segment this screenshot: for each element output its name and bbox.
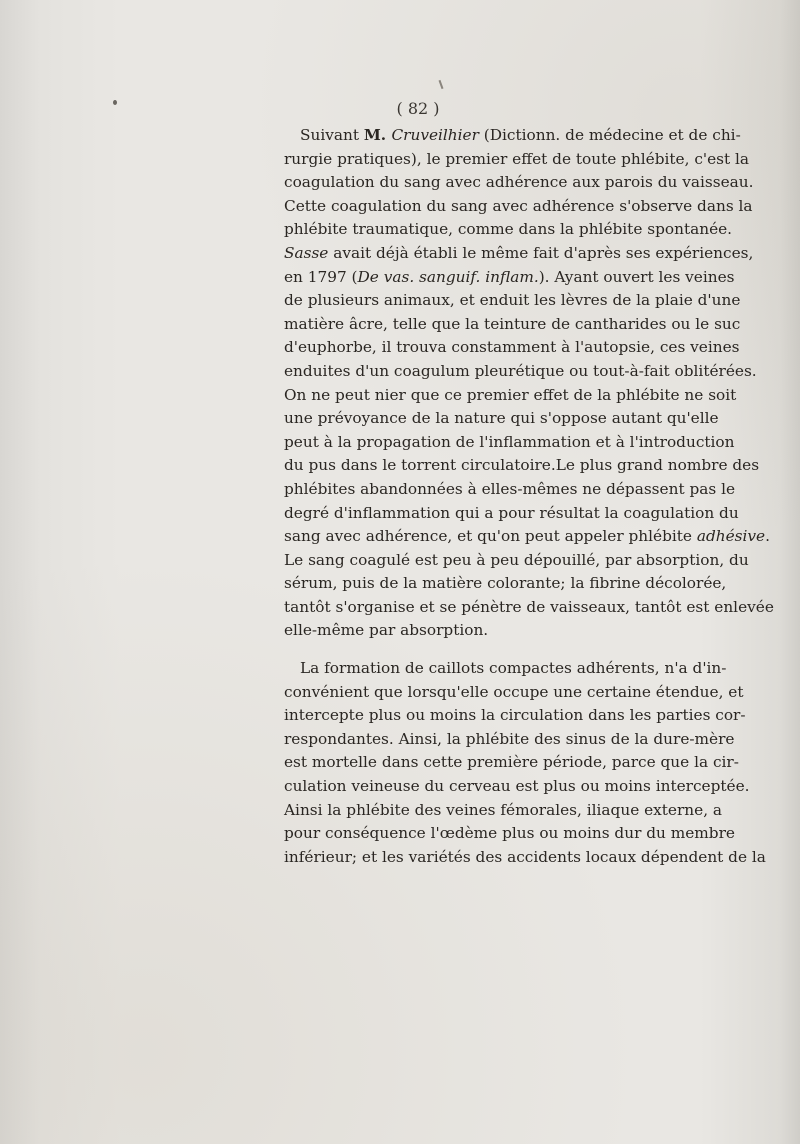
text-segment: pour conséquence l'œdème plus ou moins dur du membre [284,824,735,843]
text-segment: phlébite traumatique, comme dans la phlébite spontanée. [284,220,733,239]
text-segment: M. [363,126,392,144]
text-segment: degré d'inflammation qui a pour résultat la coagulation du [284,503,739,522]
ink-mark [439,80,444,89]
text-segment: Cruveilhier [391,126,479,144]
text-segment: (Dictionn. de médecine et de chi- [478,126,741,144]
text-segment: enduites d'un coagulum pleurétique ou tout-à-fait oblitérées. [284,361,757,380]
text-line [284,681,744,705]
text-segment: De vas. sanguif. inflam. [357,267,539,286]
page-number: ( 82 ) [396,99,440,118]
text-line [284,478,736,502]
text-segment: de plusieurs animaux, et enduit les lèvres de la plaie d'une [284,291,741,310]
body-text [284,124,774,869]
text-line [284,619,709,643]
paragraph-gap [284,643,709,657]
text-segment: La formation de caillots compactes adhérents, n'a d'in- [300,659,727,678]
text-line [284,502,739,526]
text-segment: en 1797 ( [284,267,358,286]
text-line [284,431,735,455]
text-line [284,657,727,681]
text-segment: . [765,527,770,546]
text-line [284,148,750,172]
text-segment: culation veineuse du cerveau est plus ou moins interceptée. [284,777,750,796]
text-segment: adhésive [696,527,766,546]
text-segment: Ainsi la phlébite des veines fémorales, iliaque externe, a [284,800,723,819]
text-line [284,360,757,384]
text-line [284,525,770,549]
text-line [284,846,766,870]
text-segment: On ne peut nier que ce premier effet de la phlébite ne soit [284,385,737,404]
text-segment: phlébites abandonnées à elles-mêmes ne dépassent pas le [284,479,736,498]
text-segment: rurgie pratiques), le premier effet de toute phlébite, c'est la [284,149,750,168]
text-segment: matière âcre, telle que la teinture de cantharides ou le suc [284,314,741,333]
text-segment: intercepte plus ou moins la circulation dans les parties cor- [284,706,746,725]
text-line [284,799,723,823]
text-segment: une prévoyance de la nature qui s'oppose autant qu'elle [284,409,719,428]
text-line [284,266,735,290]
text-line [284,384,737,408]
text-segment: Le sang coagulé est peu à peu dépouillé, par absorption, du [284,550,749,569]
text-segment: Cette coagulation du sang avec adhérence s'observe dans la [284,196,753,215]
text-line [284,751,739,775]
text-line [284,242,754,266]
text-segment: sang avec adhérence, et qu'on peut appeler phlébite [284,527,697,546]
text-line [284,289,741,313]
text-line [284,728,735,752]
text-line [284,313,741,337]
text-line [284,596,774,620]
paragraph [284,124,774,643]
text-segment: peut à la propagation de l'inflammation et à l'introduction [284,432,735,451]
text-line [284,124,741,148]
text-segment: est mortelle dans cette première période, parce que la cir- [284,753,739,772]
text-line [284,549,749,573]
text-segment: tantôt s'organise et se pénètre de vaisseaux, tantôt est enlevée [284,597,774,616]
paragraph [284,657,766,869]
text-segment: sérum, puis de la matière colorante; la fibrine décolorée, [284,574,727,593]
text-segment: d'euphorbe, il trouva constamment à l'autopsie, ces veines [284,338,740,357]
text-line [284,454,760,478]
text-line [284,407,719,431]
text-line [284,775,750,799]
text-line [284,572,727,596]
text-line [284,195,753,219]
text-segment: elle-même par absorption. [284,621,489,640]
text-line [284,704,746,728]
text-segment: coagulation du sang avec adhérence aux parois du vaisseau. [284,173,754,192]
text-line [284,822,735,846]
text-line [284,336,740,360]
text-segment: respondantes. Ainsi, la phlébite des sinus de la dure-mère [284,729,735,748]
text-segment: Suivant [300,126,364,144]
text-line [284,218,733,242]
text-segment: Sasse [284,243,329,262]
text-line [284,171,754,195]
text-segment: inférieur; et les variétés des accidents locaux dépendent de la [284,847,766,866]
text-segment: ). Ayant ouvert les veines [538,267,735,286]
text-segment: convénient que lorsqu'elle occupe une certaine étendue, et [284,682,744,701]
text-segment: avait déjà établi le même fait d'après ses expériences, [328,243,754,262]
text-segment: du pus dans le torrent circulatoire.Le plus grand nombre des [284,456,760,475]
